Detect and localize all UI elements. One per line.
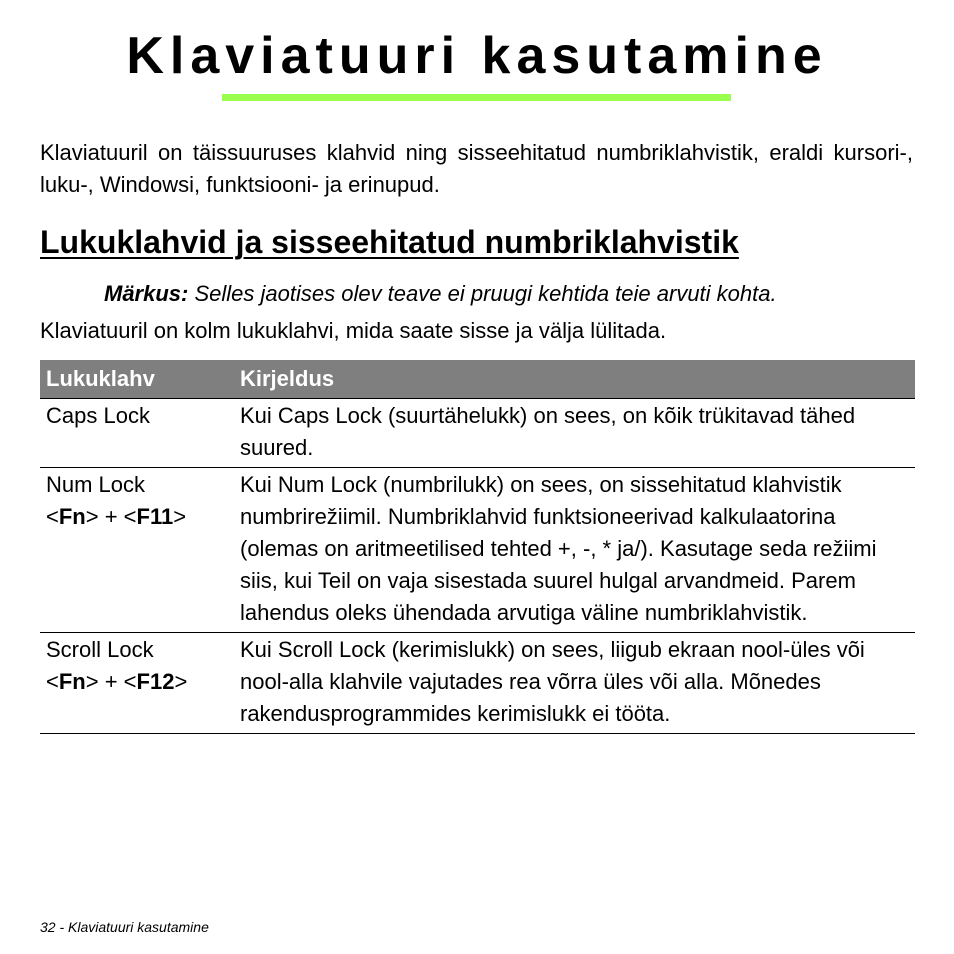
note: [104, 279, 916, 309]
lock-key-cell: [40, 633, 234, 734]
table-header-row: [40, 360, 915, 399]
key-combo: <Fn> + <F12>: [46, 669, 188, 694]
lock-key-cell: [40, 399, 234, 468]
fn-key: Fn: [58, 669, 86, 694]
function-key: F11: [136, 504, 174, 529]
lead-paragraph: Klaviatuuril on kolm lukuklahvi, mida saate sisse ja välja lülitada.: [40, 318, 667, 343]
title-underline-bar: [222, 94, 731, 101]
note-text: Selles jaotises olev teave ei pruugi kehtida teie arvuti kohta.: [188, 281, 777, 306]
table-row: [40, 399, 915, 468]
page-title: Klaviatuuri kasutamine: [126, 27, 828, 85]
description-cell: Kui Scroll Lock (kerimislukk) on sees, liigub ekraan nool-üles või nool-alla klahvile vajutades rea võrra üles või alla. Mõnedes rakendusprogrammides kerimislukk ei tööta.: [234, 633, 915, 734]
note-label: Märkus:: [104, 281, 189, 306]
lock-keys-table: [40, 360, 915, 734]
lock-key-cell: [40, 468, 234, 633]
function-key: F12: [136, 669, 175, 694]
table-row: [40, 633, 915, 734]
key-combo: <Fn> + <F11>: [46, 504, 187, 529]
intro-paragraph: Klaviatuuril on täissuuruses klahvid ning sisseehitatud numbriklahvistik, eraldi kursori-, luku-, Windowsi, funktsiooni- ja erinupud.: [40, 140, 913, 197]
lock-key-name: Caps Lock: [46, 403, 150, 428]
description-cell: Kui Num Lock (numbrilukk) on sees, on sissehitatud klahvistik numbrirežiimil. Numbriklahvid funktsioneerivad kalkulaatorina (olemas on aritmeetilised tehted +, -, * ja/). Kasutage seda režiimi siis, kui Teil on vaja sisestada suurel hulgal arvandmeid. Parem lahendus oleks ühendada arvutiga väline numbriklahvistik.: [234, 468, 915, 633]
header-lock-key: Lukuklahv: [46, 366, 155, 391]
description-cell: Kui Caps Lock (suurtähelukk) on sees, on kõik trükitavad tähed suured.: [234, 399, 915, 468]
header-description: Kirjeldus: [240, 366, 335, 391]
section-heading: Lukuklahvid ja sisseehitatud numbriklahvistik: [40, 224, 739, 260]
fn-key: Fn: [58, 504, 86, 529]
page-footer: 32 - Klaviatuuri kasutamine: [40, 919, 209, 935]
lock-key-name: Num Lock: [46, 472, 146, 497]
lock-key-name: Scroll Lock: [46, 637, 154, 662]
table-row: [40, 468, 915, 633]
